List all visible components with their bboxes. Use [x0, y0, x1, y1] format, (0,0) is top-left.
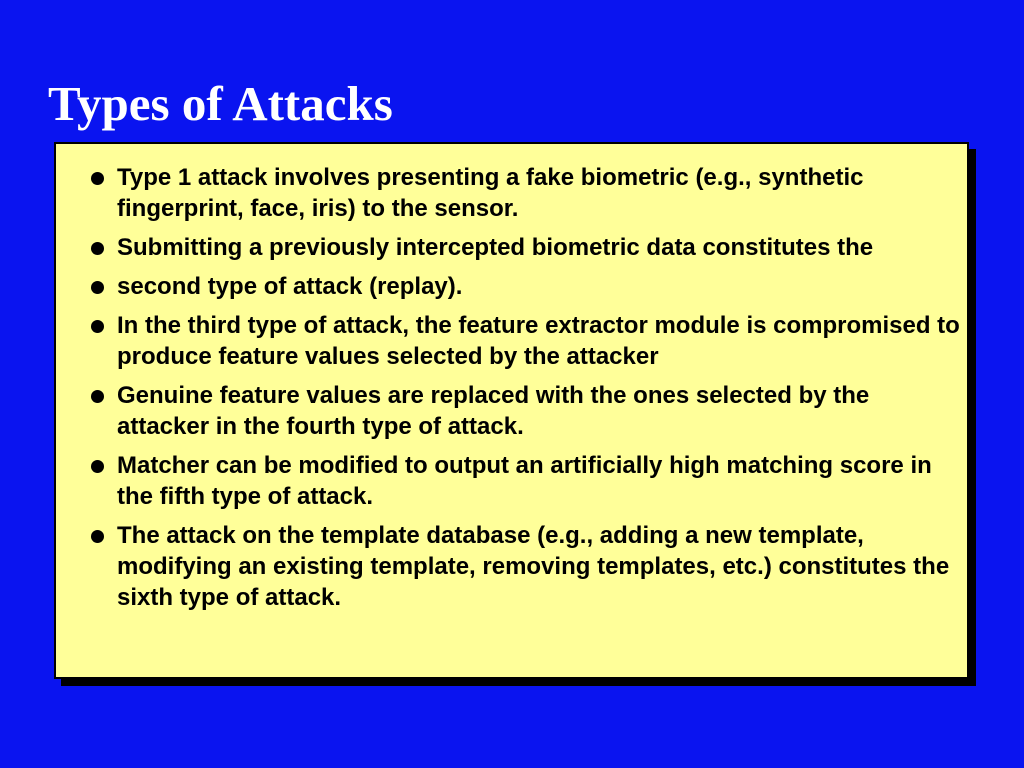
bullet-item: [90, 232, 960, 263]
bullet-item: [90, 162, 960, 224]
bullet-dot-icon: [91, 320, 104, 333]
bullet-text: Matcher can be modified to output an artificially high matching score in the fifth type of attack.: [117, 452, 932, 510]
bullet-text: Genuine feature values are replaced with the ones selected by the attacker in the fourth type of attack.: [117, 382, 870, 440]
bullet-dot-icon: [91, 530, 104, 543]
bullet-item: [90, 380, 960, 442]
bullet-item: [90, 520, 960, 613]
bullet-dot-icon: [91, 460, 104, 473]
bullet-text: Submitting a previously intercepted biometric data constitutes the: [117, 234, 874, 261]
bullet-dot-icon: [91, 172, 104, 185]
bullet-list: [90, 162, 960, 621]
slide-title: Types of Attacks: [48, 76, 393, 131]
bullet-item: [90, 450, 960, 512]
bullet-text: In the third type of attack, the feature extractor module is compromised to produce feature values selected by the attacker: [117, 312, 960, 370]
bullet-text: The attack on the template database (e.g., adding a new template, modifying an existing template, removing templates, etc.) constitutes the sixth type of attack.: [117, 522, 950, 611]
content-panel: [54, 142, 969, 679]
bullet-dot-icon: [91, 390, 104, 403]
bullet-item: [90, 310, 960, 372]
bullet-item: [90, 271, 960, 302]
bullet-dot-icon: [91, 281, 104, 294]
bullet-text: Type 1 attack involves presenting a fake biometric (e.g., synthetic fingerprint, face, iris) to the sensor.: [117, 164, 864, 222]
bullet-dot-icon: [91, 242, 104, 255]
bullet-text: second type of attack (replay).: [117, 273, 463, 300]
